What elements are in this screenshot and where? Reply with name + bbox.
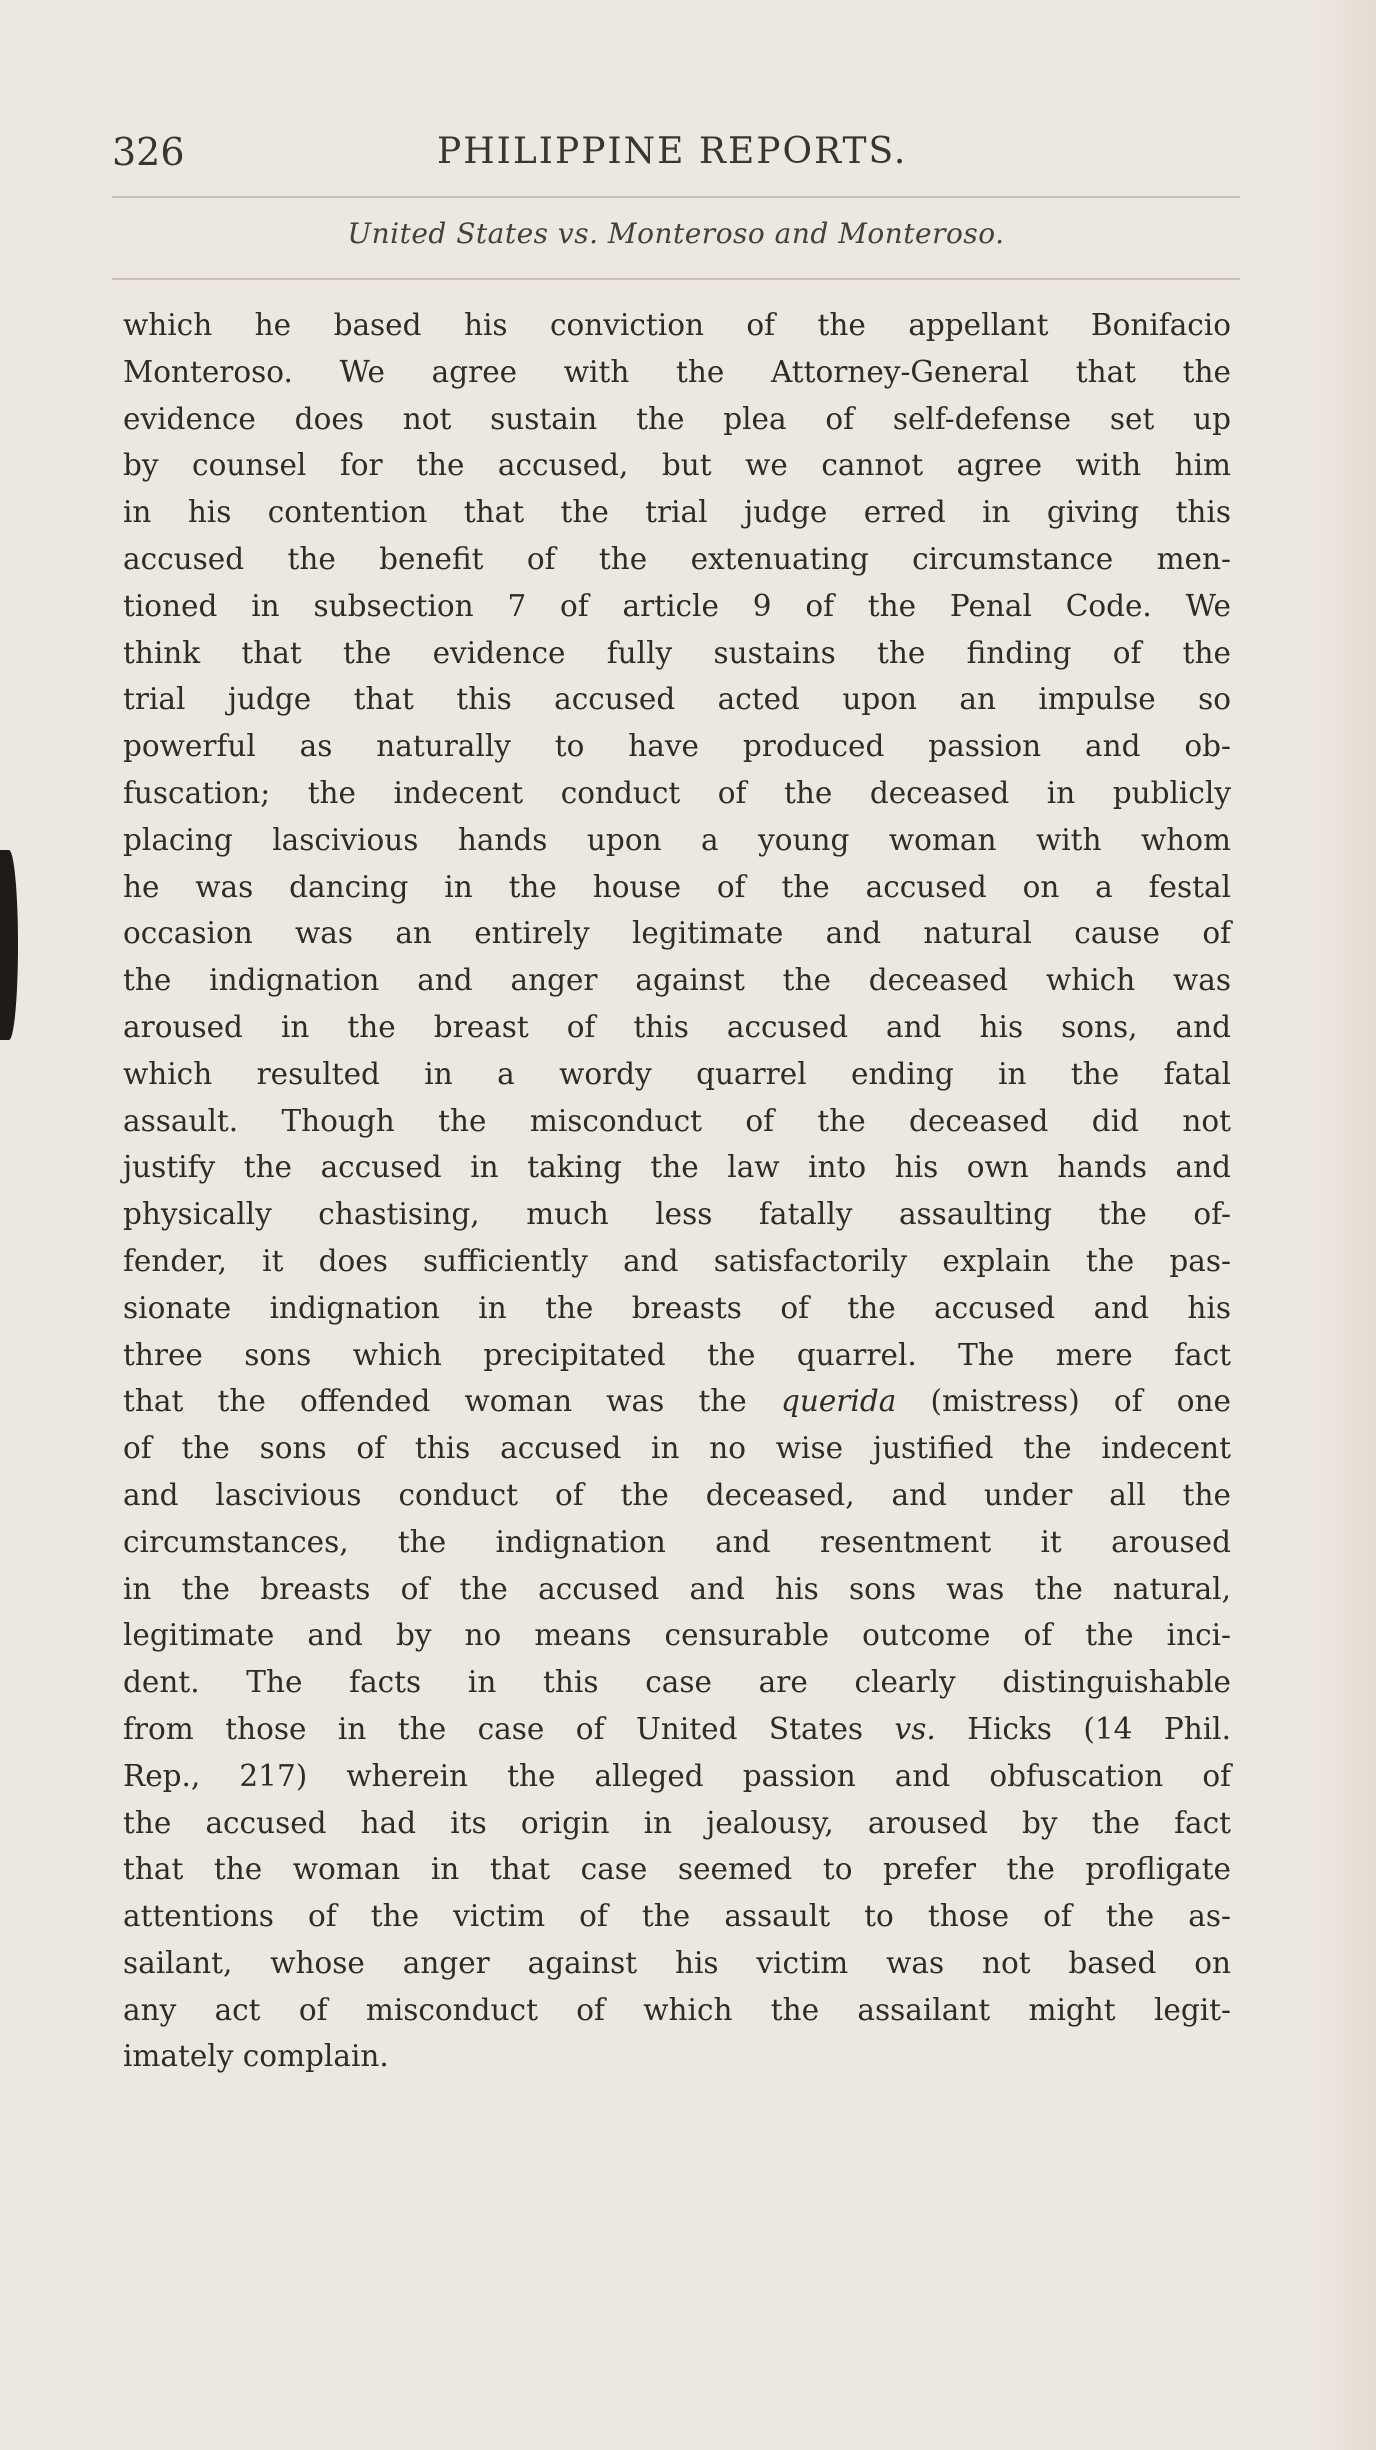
page-edge-shadow bbox=[1316, 0, 1376, 2450]
body-line: Rep., 217) wherein the alleged passion and obfuscation of bbox=[123, 1758, 1231, 1793]
opinion-body bbox=[123, 302, 1231, 2080]
body-line: the accused had its origin in jealousy, aroused by the fact bbox=[123, 1805, 1231, 1840]
page-number: 326 bbox=[112, 130, 185, 174]
body-line: which he based his conviction of the appellant Bonifacio bbox=[123, 308, 1231, 342]
binding-shadow-mark bbox=[0, 850, 18, 1040]
header-rule bbox=[112, 196, 1240, 198]
body-line: placing lascivious hands upon a young woman with whom bbox=[123, 822, 1231, 857]
body-line: assault. Though the misconduct of the deceased did not bbox=[123, 1103, 1231, 1138]
body-line: fender, it does sufficiently and satisfactorily explain the pas- bbox=[123, 1243, 1231, 1278]
body-line: three sons which precipitated the quarrel. The mere fact bbox=[123, 1337, 1231, 1372]
body-line: sailant, whose anger against his victim was not based on bbox=[123, 1945, 1231, 1980]
body-line: think that the evidence fully sustains the finding of the bbox=[123, 635, 1231, 670]
body-line: by counsel for the accused, but we cannot agree with him bbox=[123, 448, 1231, 483]
body-line: aroused in the breast of this accused and his sons, and bbox=[123, 1009, 1231, 1044]
body-line: circumstances, the indignation and resentment it aroused bbox=[123, 1524, 1231, 1559]
line-text: Hicks (14 Phil. bbox=[935, 1711, 1231, 1746]
body-line: accused the benefit of the extenuating circumstance men- bbox=[123, 541, 1231, 576]
line-text: from those in the case of United States bbox=[123, 1711, 895, 1746]
case-title: United States vs. Monteroso and Monteroso. bbox=[347, 217, 1005, 250]
body-line: Monteroso. We agree with the Attorney-General that the bbox=[123, 354, 1231, 389]
line-text: (mistress) of one bbox=[896, 1384, 1231, 1419]
body-line: in the breasts of the accused and his sons was the natural, bbox=[123, 1571, 1231, 1606]
body-line: and lascivious conduct of the deceased, and under all the bbox=[123, 1477, 1231, 1512]
body-line: trial judge that this accused acted upon an impulse so bbox=[123, 682, 1231, 717]
body-line: legitimate and by no means censurable outcome of the inci- bbox=[123, 1618, 1231, 1653]
case-title-rule bbox=[112, 278, 1240, 280]
body-line: justify the accused in taking the law into his own hands and bbox=[123, 1150, 1231, 1185]
body-line-final: imately complain. bbox=[123, 2039, 389, 2074]
italic-term-querida: querida bbox=[780, 1384, 897, 1419]
page-header bbox=[112, 128, 1240, 188]
running-title: PHILIPPINE REPORTS. bbox=[437, 131, 908, 172]
body-line: the indignation and anger against the deceased which was bbox=[123, 963, 1231, 998]
body-line: physically chastising, much less fatally assaulting the of- bbox=[123, 1197, 1231, 1232]
body-line: that the woman in that case seemed to prefer the profligate bbox=[123, 1852, 1231, 1887]
body-line: occasion was an entirely legitimate and natural cause of bbox=[123, 916, 1231, 951]
body-line-with-italic bbox=[123, 1378, 1231, 1425]
body-line: which resulted in a wordy quarrel ending in the fatal bbox=[123, 1056, 1231, 1091]
body-line: dent. The facts in this case are clearly distinguishable bbox=[123, 1665, 1231, 1700]
body-line: powerful as naturally to have produced passion and ob- bbox=[123, 729, 1231, 764]
body-line: in his contention that the trial judge erred in giving this bbox=[123, 495, 1231, 530]
line-text: that the offended woman was the bbox=[123, 1384, 781, 1419]
body-line: tioned in subsection 7 of article 9 of the Penal Code. We bbox=[123, 588, 1231, 623]
body-line: fuscation; the indecent conduct of the deceased in publicly bbox=[123, 775, 1231, 810]
italic-term-vs: vs. bbox=[894, 1711, 936, 1746]
body-line: of the sons of this accused in no wise justified the indecent bbox=[123, 1431, 1231, 1466]
body-line: he was dancing in the house of the accused on a festal bbox=[123, 869, 1231, 904]
body-line-with-italic bbox=[123, 1706, 1231, 1753]
body-line: any act of misconduct of which the assailant might legit- bbox=[123, 1992, 1231, 2027]
body-line: evidence does not sustain the plea of self-defense set up bbox=[123, 401, 1231, 436]
body-line: attentions of the victim of the assault to those of the as- bbox=[123, 1899, 1231, 1934]
body-line: sionate indignation in the breasts of the accused and his bbox=[123, 1290, 1231, 1325]
